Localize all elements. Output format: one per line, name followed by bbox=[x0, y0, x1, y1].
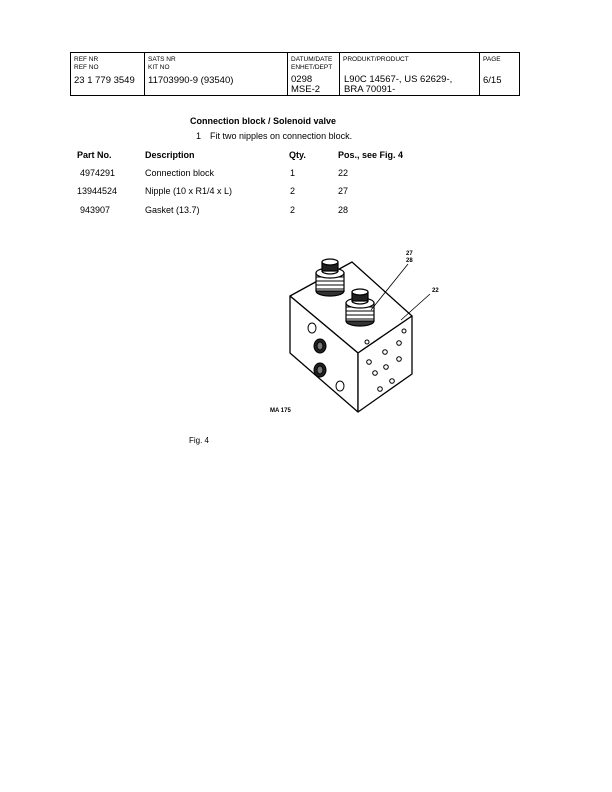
page-label: PAGE bbox=[483, 56, 501, 63]
header-table bbox=[70, 52, 520, 96]
callout-28: 28 bbox=[406, 258, 413, 264]
connection-block-illustration bbox=[262, 246, 462, 421]
row1-qty: 1 bbox=[290, 168, 296, 178]
row3-pos: 28 bbox=[338, 205, 349, 215]
row1-pos: 22 bbox=[338, 168, 349, 178]
figure-caption: Fig. 4 bbox=[189, 436, 210, 445]
ref-no-value: 23 1 779 3549 bbox=[74, 75, 135, 86]
product-value: L90C 14567-, US 62629-, BRA 70091- bbox=[344, 73, 453, 95]
product-label: PRODUKT/PRODUCT bbox=[343, 56, 409, 63]
ref-no-label: REF NR REF NO bbox=[74, 56, 99, 71]
row2-qty: 2 bbox=[290, 186, 296, 196]
row3-qty: 2 bbox=[290, 205, 296, 215]
row3-description: Gasket (13.7) bbox=[145, 205, 200, 215]
col-header-description: Description bbox=[145, 150, 195, 160]
col-header-qty: Qty. bbox=[289, 150, 306, 160]
date-dept-value: 0298 MSE-2 bbox=[291, 74, 321, 95]
col-header-pos: Pos., see Fig. 4 bbox=[338, 150, 404, 160]
ref-no-cell bbox=[71, 53, 145, 95]
nipple-back bbox=[316, 259, 344, 296]
product-cell bbox=[340, 53, 480, 95]
row1-description: Connection block bbox=[145, 168, 215, 178]
row2-part-no: 13944524 bbox=[77, 186, 118, 196]
row3-part-no: 943907 bbox=[80, 205, 111, 215]
callout-22: 22 bbox=[432, 288, 439, 294]
step-number: 1 bbox=[196, 131, 202, 141]
row1-part-no: 4974291 bbox=[80, 168, 116, 178]
section-title: Connection block / Solenoid valve bbox=[190, 116, 337, 126]
instruction-step bbox=[196, 131, 352, 141]
callout-27: 27 bbox=[406, 251, 413, 257]
figure-code: MA 175 bbox=[270, 408, 291, 414]
step-text: Fit two nipples on connection block. bbox=[210, 131, 353, 141]
date-dept-label: DATUM/DATE ENHET/DEPT bbox=[291, 56, 333, 71]
date-dept-cell bbox=[288, 53, 340, 95]
page-value: 6/15 bbox=[483, 74, 502, 86]
kit-no-cell bbox=[145, 53, 288, 95]
col-header-part-no: Part No. bbox=[77, 150, 112, 160]
row2-pos: 27 bbox=[338, 186, 349, 196]
page-cell bbox=[480, 53, 519, 95]
kit-no-label: SATS NR KIT NO bbox=[148, 56, 176, 71]
row2-description: Nipple (10 x R1/4 x L) bbox=[145, 186, 233, 196]
kit-no-value: 11703990-9 (93540) bbox=[148, 75, 234, 86]
